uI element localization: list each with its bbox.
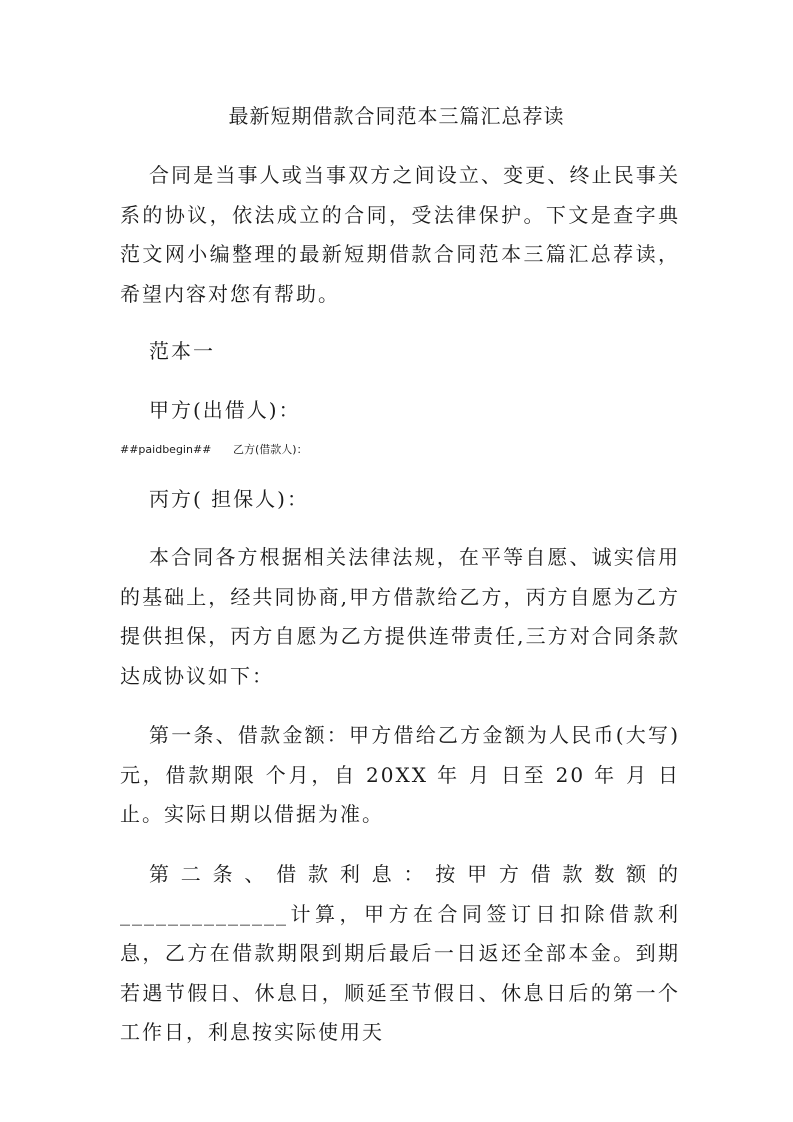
intro-paragraph: 合同是当事人或当事双方之间设立、变更、终止民事关系的协议，依法成立的合同，受法律保护。下文是查字典范文网小编整理的最新短期借款合同范本三篇汇总荐读，希望内容对您有帮助。: [120, 163, 680, 306]
party-a-label: 甲方(出借人)：: [149, 398, 301, 422]
party-b-label: 乙方(借款人)：: [233, 443, 308, 456]
section-heading: 范本一: [149, 339, 215, 363]
agreement-paragraph: 本合同各方根据相关法律法规，在平等自愿、诚实信用的基础上，经共同协商,甲方借款给乙方，丙方自愿为乙方提供担保，丙方自愿为乙方提供连带责任,三方对合同条款达成协议如下：: [120, 545, 680, 688]
party-c-label: 丙方( 担保人)：: [149, 487, 309, 511]
article-2-paragraph: 第二条、借款利息：按甲方借款数额的______________计算，甲方在合同签订日扣除借款利息，乙方在借款期限到期后最后一日返还全部本金。到期若遇节假日、休息日，顺延至节假日、休息日后的第一个工作日，利息按实际使用天: [120, 862, 680, 1044]
article-1-paragraph: 第一条、借款金额：甲方借给乙方金额为人民币(大写) 元，借款期限 个月，自 20XX 年 月 日至 20 年 月 日止。实际日期以借据为准。: [120, 723, 680, 826]
paid-marker: ##paidbegin##: [120, 443, 212, 456]
document-title: 最新短期借款合同范本三篇汇总荐读: [228, 104, 565, 128]
